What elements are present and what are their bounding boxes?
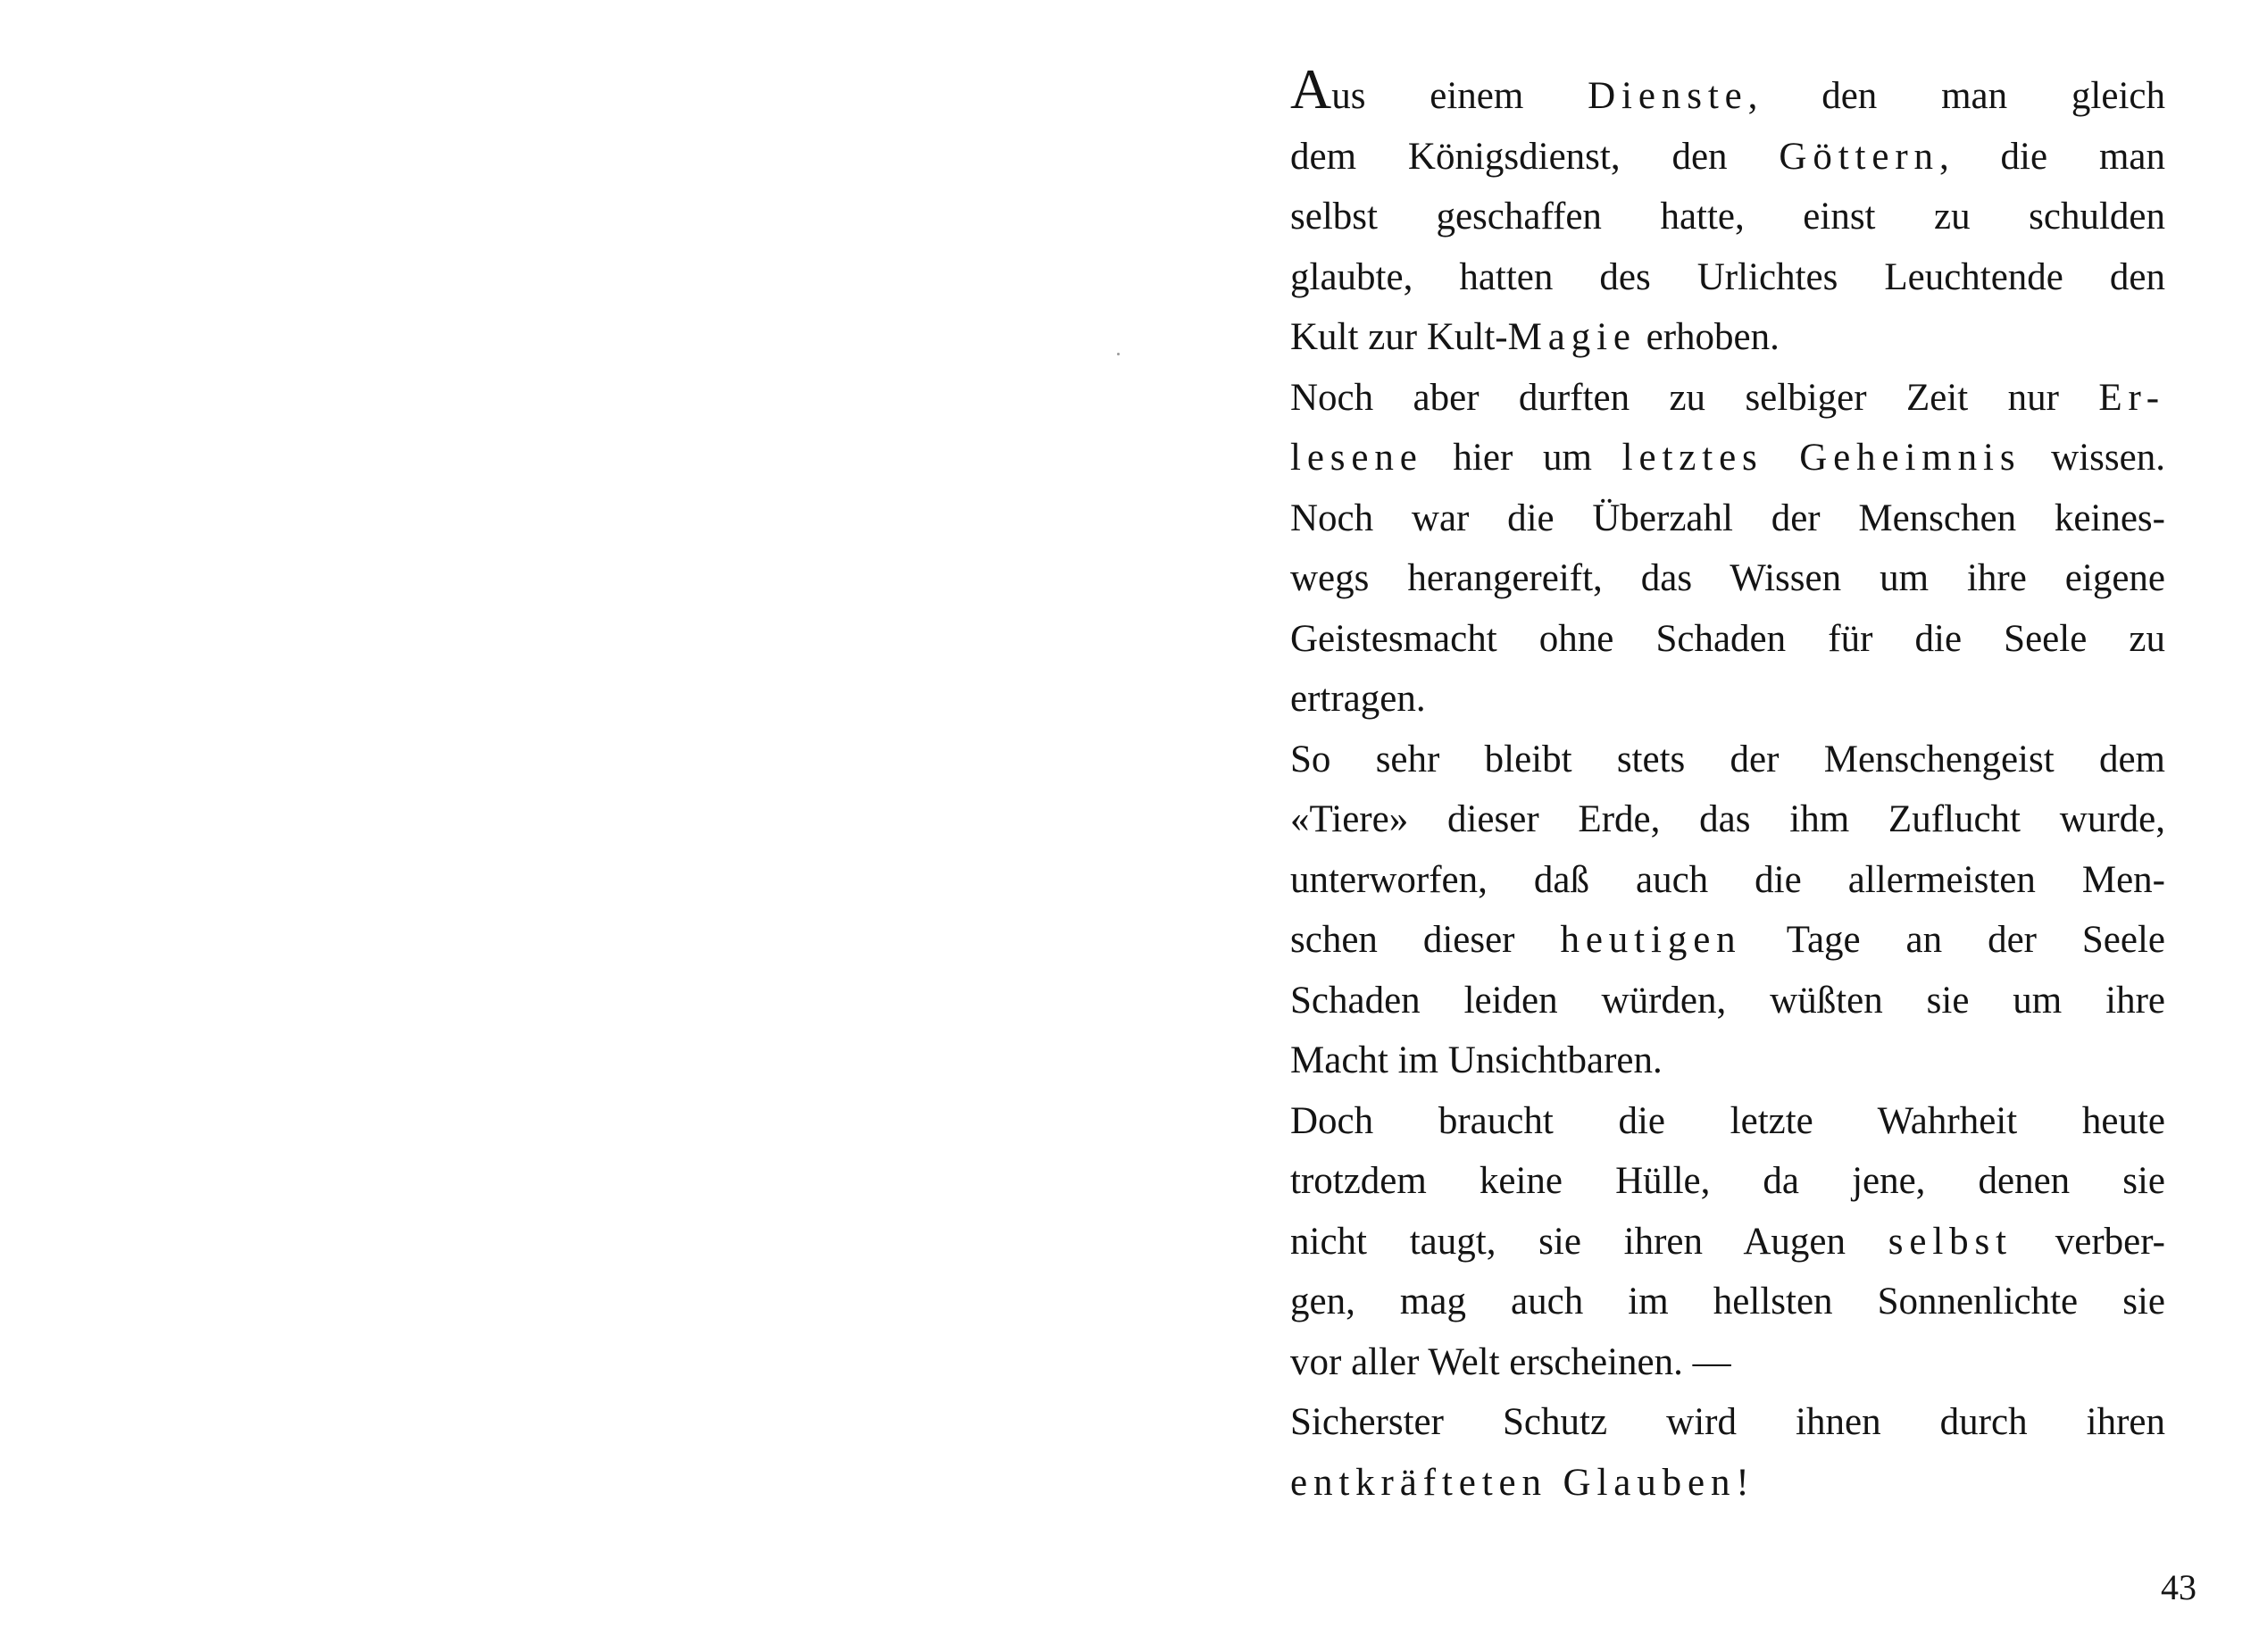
- text-run: nicht taugt, sie ihren Augen: [1290, 1220, 1888, 1263]
- emphasized-text: entkräfteten Glauben!: [1290, 1461, 1755, 1504]
- text-run: wissen.: [2021, 437, 2165, 479]
- text-line: [1290, 428, 2165, 488]
- text-line: So sehr bleibt stets der Menschengeist dem: [1290, 738, 2165, 780]
- paper-speck: [1117, 353, 1120, 355]
- text-run: erhoben.: [1636, 316, 1780, 358]
- text-line: Geistesmacht ohne Schaden für die Seele zu: [1290, 617, 2165, 660]
- body-text: [1290, 57, 2166, 1513]
- text-line: unterworfen, daß auch die allermeisten Men-: [1290, 858, 2165, 901]
- text-run: , den man gleich: [1747, 75, 2165, 117]
- text-run: verber-: [2013, 1220, 2165, 1263]
- text-line: [1290, 57, 2165, 127]
- emphasized-text: selbst: [1888, 1220, 2013, 1263]
- text-line: [1290, 127, 2165, 188]
- text-line: [1290, 307, 2165, 368]
- text-line: «Tiere» dieser Erde, das ihm Zuflucht wurde,: [1290, 798, 2165, 840]
- text-run: hier um: [1422, 437, 1622, 479]
- text-run: Kult zur Kult-: [1290, 316, 1508, 358]
- text-line: [1290, 1212, 2165, 1272]
- text-line: wegs herangereift, das Wissen um ihre eigene: [1290, 557, 2165, 599]
- text-line: vor aller Welt erscheinen. —: [1290, 1340, 1731, 1383]
- text-line: Sicherster Schutz wird ihnen durch ihren: [1290, 1401, 2165, 1443]
- text-line: Doch braucht die letzte Wahrheit heute: [1290, 1099, 2165, 1142]
- emphasized-text: heutigen: [1560, 919, 1742, 961]
- emphasized-text: letztes Geheimnis: [1621, 437, 2021, 479]
- emphasized-text: Göttern: [1779, 135, 1939, 178]
- text-line: trotzdem keine Hülle, da jene, denen sie: [1290, 1160, 2165, 1202]
- text-run: Noch aber durften zu selbiger Zeit nur: [1290, 376, 2099, 419]
- text-run: , die man: [1938, 135, 2165, 178]
- text-run: Tage an der Seele: [1741, 919, 2166, 961]
- text-run: schen dieser: [1290, 919, 1561, 961]
- emphasized-text: Magie: [1507, 316, 1637, 358]
- text-line: ertragen.: [1290, 678, 1426, 720]
- text-line: selbst geschaffen hatte, einst zu schulden: [1290, 196, 2165, 238]
- emphasized-text: Er-: [2098, 376, 2165, 419]
- emphasized-text: Dienste: [1588, 75, 1748, 117]
- text-line: Noch war die Überzahl der Menschen keines-: [1290, 496, 2165, 539]
- text-line: glaubte, hatten des Urlichtes Leuchtende den: [1290, 255, 2165, 298]
- text-line: gen, mag auch im hellsten Sonnenlichte sie: [1290, 1281, 2165, 1322]
- page-number: 43: [2161, 1567, 2196, 1607]
- text-run: dem Königsdienst, den: [1290, 135, 1780, 178]
- initial-letter: A: [1290, 57, 1332, 121]
- right-page: [1130, 0, 2259, 1652]
- emphasized-text: lesene: [1290, 437, 1423, 479]
- text-line: [1290, 1453, 2165, 1514]
- text-run: us einem: [1331, 75, 1588, 117]
- text-line: Schaden leiden würden, wüßten sie um ihre: [1290, 979, 2165, 1022]
- text-line: [1290, 910, 2165, 971]
- text-line: Macht im Unsichtbaren.: [1290, 1039, 1663, 1081]
- text-line: [1290, 368, 2165, 429]
